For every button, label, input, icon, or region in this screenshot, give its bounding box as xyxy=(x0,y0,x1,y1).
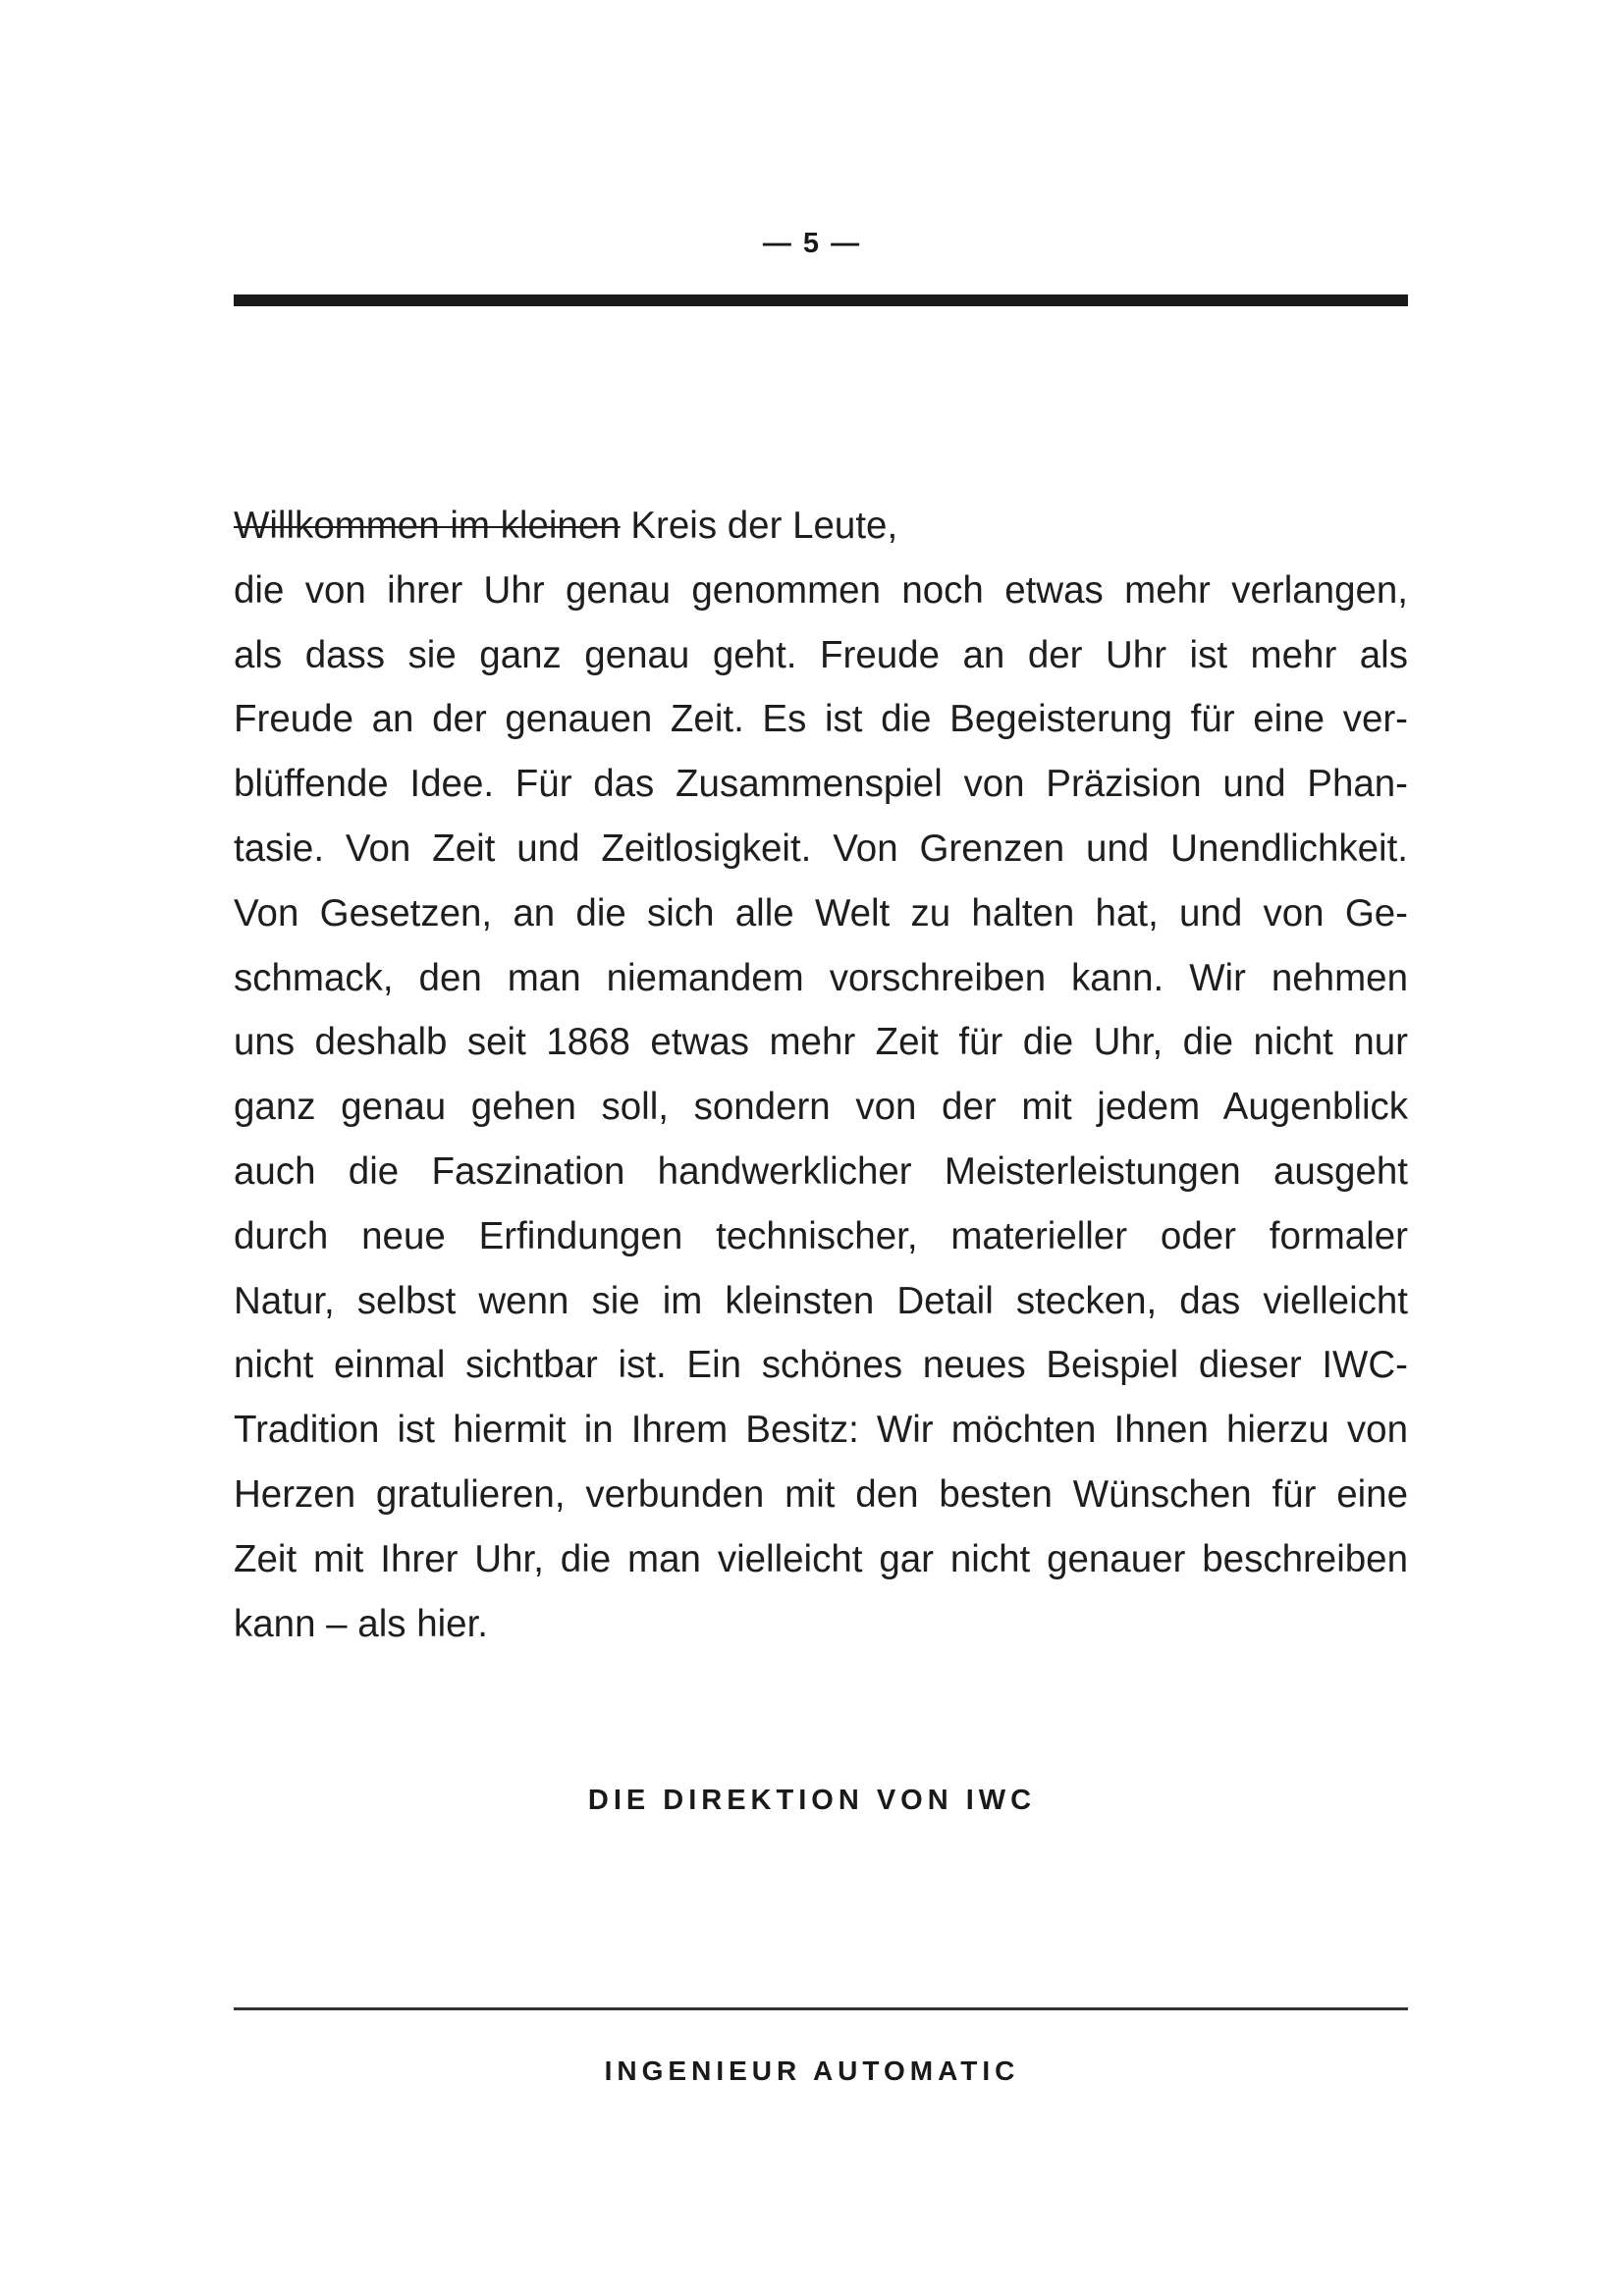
footer-title: INGENIEUR AUTOMATIC xyxy=(604,2056,1020,2086)
letter-line: Tradition ist hiermit in Ihrem Besitz: Wir möchten Ihnen hierzu von xyxy=(234,1409,1408,1452)
letter-line: uns deshalb seit 1868 etwas mehr Zeit für die Uhr, die nicht nur xyxy=(234,1021,1408,1064)
page-number: — 5 — xyxy=(762,228,862,259)
letter-line: Zeit mit Ihrer Uhr, die man vielleicht gar nicht genauer beschreiben xyxy=(234,1537,1408,1580)
signature: DIE DIREKTION VON IWC xyxy=(587,1785,1037,1816)
first-line-text: Kreis der Leute, xyxy=(620,505,898,547)
struck-text: Willkommen im kleinen xyxy=(234,505,621,547)
letter-line: Freude an der genauen Zeit. Es ist die Begeisterung für eine ver- xyxy=(234,698,1408,741)
letter-line: Natur, selbst wenn sie im kleinsten Detail stecken, das vielleicht xyxy=(234,1279,1408,1322)
letter-line: blüffende Idee. Für das Zusammenspiel von Präzision und Phan- xyxy=(234,763,1408,806)
letter-line: Von Gesetzen, an die sich alle Welt zu halten hat, und von Ge- xyxy=(234,891,1408,934)
letter-line: die von ihrer Uhr genau genommen noch etwas mehr verlangen, xyxy=(234,568,1408,612)
letter-line: ganz genau gehen soll, sondern von der mit jedem Augenblick xyxy=(234,1086,1408,1129)
letter-line: als dass sie ganz genau geht. Freude an der Uhr ist mehr als xyxy=(234,633,1408,676)
letter-line: kann – als hier. xyxy=(234,1602,488,1645)
letter-body xyxy=(234,494,1408,1656)
letter-first-line xyxy=(234,494,1408,559)
letter-line: Herzen gratulieren, verbunden mit den besten Wünschen für eine xyxy=(234,1472,1408,1516)
footer-rule xyxy=(234,2007,1408,2010)
header-rule xyxy=(234,294,1408,306)
letter-line: tasie. Von Zeit und Zeitlosigkeit. Von Grenzen und Unendlichkeit. xyxy=(234,827,1408,870)
letter-line: schmack, den man niemandem vorschreiben kann. Wir nehmen xyxy=(234,956,1408,999)
letter-line: auch die Faszination handwerklicher Meisterleistungen ausgeht xyxy=(234,1149,1408,1193)
letter-line: durch neue Erfindungen technischer, materieller oder formaler xyxy=(234,1214,1408,1257)
letter-line: nicht einmal sichtbar ist. Ein schönes neues Beispiel dieser IWC- xyxy=(234,1344,1408,1387)
